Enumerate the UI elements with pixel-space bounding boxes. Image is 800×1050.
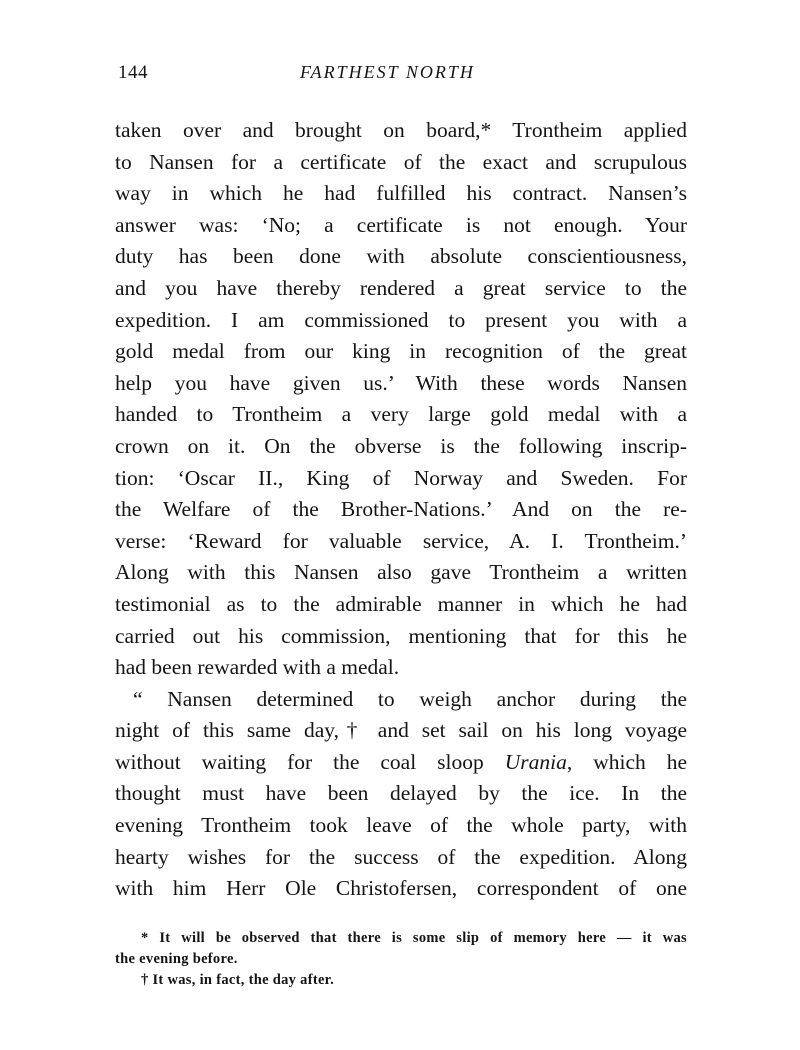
text-line: Along with this Nansen also gave Trontheim a written: [115, 560, 687, 585]
footnote-1-continuation: the evening before.: [115, 951, 238, 967]
text-line: hearty wishes for the success of the expedition. Along: [115, 844, 687, 869]
text-run: , which he: [566, 749, 688, 774]
text-line: carried out his commission, mentioning that for this he: [115, 623, 687, 648]
text-line: gold medal from our king in recognition of the great: [115, 339, 687, 364]
text-line: the Welfare of the Brother-Nations.’ And on the re-: [115, 497, 687, 522]
text-line: way in which he had fulfilled his contract. Nansen’s: [115, 181, 687, 206]
text-line: tion: ‘Oscar II., King of Norway and Sweden. For: [115, 465, 687, 490]
text-line: expedition. I am commissioned to present you with a: [115, 307, 687, 332]
text-line: verse: ‘Reward for valuable service, A. I. Trontheim.’: [115, 528, 687, 553]
text-line: with him Herr Ole Christofersen, correspondent of one: [115, 876, 687, 901]
text-run: without waiting for the coal sloop: [115, 749, 505, 774]
text-line: evening Trontheim took leave of the whole party, with: [115, 813, 687, 838]
body-text: [115, 115, 687, 905]
text-line: help you have given us.’ With these words Nansen: [115, 370, 687, 395]
text-line: taken over and brought on board,* Trontheim applied: [115, 118, 687, 142]
running-head: FARTHEST NORTH: [300, 62, 475, 82]
ship-name: Urania: [504, 749, 567, 774]
footnote-1: * It will be observed that there is some slip of memory here — it was: [141, 930, 687, 946]
page-number: 144: [118, 62, 148, 83]
text-line: handed to Trontheim a very large gold medal with a: [115, 402, 687, 427]
footnotes: [115, 928, 687, 991]
text-line: had been rewarded with a medal.: [115, 655, 400, 680]
text-line: duty has been done with absolute conscientiousness,: [115, 244, 687, 269]
footnote-2: † It was, in fact, the day after.: [141, 972, 335, 988]
text-line: “ Nansen determined to weigh anchor during the: [133, 686, 687, 711]
text-line: thought must have been delayed by the ice. In the: [115, 781, 687, 806]
text-line: and you have thereby rendered a great service to the: [115, 275, 687, 300]
text-line: answer was: ‘No; a certificate is not enough. Your: [115, 212, 687, 237]
paragraph-2: [115, 684, 687, 905]
text-line: to Nansen for a certificate of the exact and scrupulous: [115, 149, 687, 174]
text-line: crown on it. On the obverse is the following inscrip-: [115, 433, 687, 458]
paragraph-1: [115, 115, 687, 684]
text-line: night of this same day,† and set sail on his long voyage: [115, 718, 687, 743]
text-line: [115, 747, 687, 779]
text-line: testimonial as to the admirable manner in which he had: [115, 591, 687, 616]
